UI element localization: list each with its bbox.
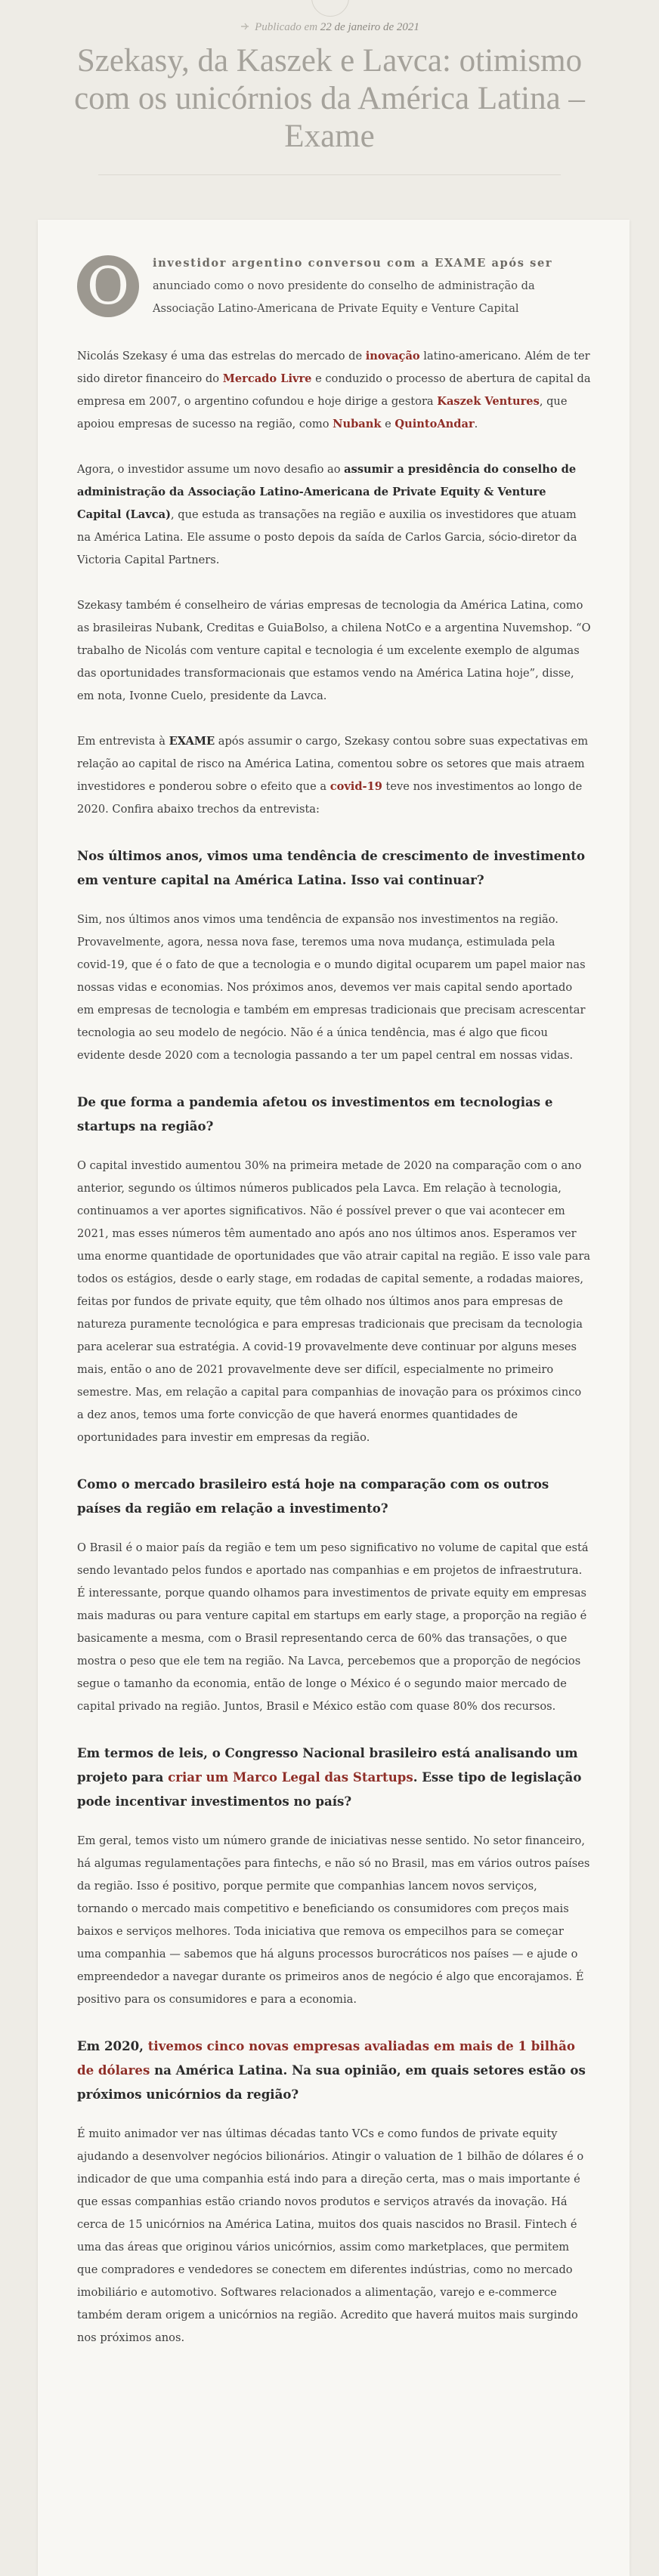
text: Em termos de leis, o Congresso Nacional brasileiro está analisando um projeto para (77, 1745, 578, 1785)
article-body (77, 252, 591, 2372)
answer-2: O capital investido aumentou 30% na primeira metade de 2020 na comparação com o ano anterior, segundo os últimos números publicados pela Lavca. Em relação à tecnologia, continuamos a ver aportes significativos. Não é possível prever o que vai acontecer em 2021, mas esses números têm aumentado ano após ano nos últimos anos. Esperamos ver uma enorme quantidade de oportunidades que vão atrair capital na região. E isso vale para todos os estágios, desde o early stage, em rodadas de capital semente, a rodadas maiores, feitas por fundos de private equity, que têm olhado nos últimos anos para empresas de natureza puramente tecnológica e para empresas tradicionais que precisam da tecnologia para acelerar sua estratégia. A covid-19 provavelmente deve continuar por alguns meses mais, então o ano de 2021 provavelmente deve ser difícil, especialmente no primeiro semestre. Mas, em relação a capital para companhias de inovação para os próximos cinco a dez anos, temos uma forte convicção de que haverá enormes quantidades de oportunidades para investir em empresas da região. (77, 1159, 591, 1444)
text: teve nos investimentos ao longo de 2020. Confira abaixo trechos da entrevista: (77, 780, 583, 816)
text: . Esse tipo de legislação pode incentivar investimentos no país? (77, 1769, 582, 1809)
answer-1: Sim, nos últimos anos vimos uma tendência de expansão nos investimentos na região. Provavelmente, agora, nessa nova fase, teremos uma nova mudança, estimulada pela covid-19, que é o fato de que a tecnologia e o mundo digital ocuparem um papel maior nas nossas vidas e economias. Nos próximos anos, devemos ver mais capital sendo aportado em empresas de tecnologia e também em empresas tradicionais que precisam acrescentar tecnologia ao seu modelo de negócio. Não é a única tendência, mas é algo que ficou evidente desde 2020 com a tecnologia passando a ter um papel central em nossas vidas. (77, 913, 586, 1062)
lead-caps: investidor argentino conversou com a EXAME após ser (153, 257, 553, 270)
text: latino-americano. Além de ter sido diretor financeiro do (77, 350, 590, 385)
paragraph-1 (77, 345, 591, 436)
question-2: De que forma a pandemia afetou os investimentos em tecnologias e startups na região? (77, 1094, 553, 1134)
link-covid-19[interactable]: covid-19 (330, 780, 382, 793)
article-card (38, 220, 630, 2576)
avatar-circle (311, 0, 349, 17)
answer-4: Em geral, temos visto um número grande de iniciativas nesse sentido. No setor financeiro, há algumas regulamentações para fintechs, e não só no Brasil, mas em vários outros países da região. Isso é positivo, porque permite que companhias lancem novos serviços, tornando o mercado mais competitivo e beneficiando os consumidores com preços mais baixos e serviços melhores. Toda iniciativa que remova os empecilhos para se começar uma companhia — sabemos que há alguns processos burocráticos nos países — e ajude o empreendedor a navegar durante os primeiros anos de negócio é algo que encorajamos. É positivo para os consumidores e para a economia. (77, 1834, 590, 2006)
page-title: Szekasy, da Kaszek e Lavca: otimismo com os unicórnios da América Latina – Exame (74, 43, 585, 154)
text: . (474, 418, 478, 430)
paragraph-2 (77, 458, 591, 572)
published-date[interactable]: 22 de janeiro de 2021 (320, 21, 419, 33)
question-1: Nos últimos anos, vimos uma tendência de crescimento de investimento em venture capital na América Latina. Isso vai continuar? (77, 848, 586, 887)
text: Agora, o investidor assume um novo desafio ao (77, 463, 345, 476)
lead-text (153, 252, 591, 320)
pin-icon (240, 21, 250, 32)
question-4 (77, 1741, 591, 1813)
lead-paragraph (77, 252, 591, 320)
title-divider (98, 174, 561, 175)
link-kaszek-ventures[interactable]: Kaszek Ventures (437, 395, 540, 408)
text: , que estuda as transações na região e auxilia os investidores que atuam na América Latina. Ele assume o posto depois da saída de Carlos Garcia, sócio-diretor da Victoria Capital Partners. (77, 508, 577, 566)
dropcap: O (77, 255, 139, 317)
text: , que apoiou empresas de sucesso na região, como (77, 395, 568, 430)
link-novas-empresas-bilhao[interactable]: tivemos cinco novas empresas avaliadas em mais de 1 bilhão de dólares (77, 2038, 575, 2078)
link-quintoandar[interactable]: QuintoAndar (394, 418, 475, 430)
question-5 (77, 2034, 591, 2106)
text: Nicolás Szekasy é uma das estrelas do mercado de (77, 350, 366, 362)
published-prefix: Publicado em (255, 21, 318, 33)
answer-5: É muito animador ver nas últimas décadas tanto VCs e como fundos de private equity ajudando a desenvolver negócios bilionários. Atingir o valuation de 1 bilhão de dólares é o indicador de que uma companhia está indo para a direção certa, mas o mais importante é que essas companhias estão criando novos produtos e serviços através da inovação. Há cerca de 15 unicórnios na América Latina, muitos dos quais nascidos no Brasil. Fintech é uma das áreas que originou vários unicórnios, assim como marketplaces, que permitem que compradores e vendedores se conectem em diferentes indústrias, como no mercado imobiliário e automotivo. Softwares relacionados a alimentação, varejo e e-commerce também deram origem a unicórnios na região. Acredito que haverá muitos mais surgindo nos próximos anos. (77, 2127, 584, 2344)
bold-exame: EXAME (169, 735, 215, 748)
paragraph-4 (77, 730, 591, 821)
paragraph-3: Szekasy também é conselheiro de várias empresas de tecnologia da América Latina, como as brasileiras Nubank, Creditas e GuiaBolso, a chilena NotCo e a argentina Nuvemshop. “O trabalho de Nicolás com venture capital e tecnologia é um excelente exemplo de algumas das oportunidades transformacionais que estamos vendo na América Latina hoje”, disse, em nota, Ivonne Cuelo, presidente da Lavca. (77, 599, 591, 702)
post-meta (0, 21, 659, 34)
text: e conduzido o processo de abertura de capital da empresa em 2007, o argentino cofundou e hoje dirige a gestora (77, 372, 591, 408)
text: Em 2020, (77, 2038, 148, 2053)
link-mercado-livre[interactable]: Mercado Livre (222, 372, 312, 385)
link-inovacao[interactable]: inovação (365, 350, 420, 362)
question-3: Como o mercado brasileiro está hoje na comparação com os outros países da região em relação a investimento? (77, 1476, 549, 1516)
text: e (381, 418, 395, 430)
answer-3: O Brasil é o maior país da região e tem um peso significativo no volume de capital que está sendo levantado pelos fundos e aportado nas companhias e em projetos de infraestrutura. É interessante, porque quando olhamos para investimentos de private equity em empresas mais maduras ou para venture capital em startups em early stage, a proporção na região é basicamente a mesma, com o Brasil representando cerca de 60% das transações, o que mostra o peso que ele tem na região. Na Lavca, percebemos que a proporção de negócios segue o tamanho da economia, então de longe o México é o segundo maior mercado de capital privado na região. Juntos, Brasil e México estão com quase 80% dos recursos. (77, 1541, 589, 1713)
link-nubank[interactable]: Nubank (333, 418, 382, 430)
lead-rest: anunciado como o novo presidente do conselho de administração da Associação Latino-Americana de Private Equity e Venture Capital (153, 279, 535, 315)
text: Em entrevista à (77, 735, 169, 748)
link-marco-legal-startups[interactable]: criar um Marco Legal das Startups (168, 1769, 413, 1785)
text: após assumir o cargo, Szekasy contou sobre suas expectativas em relação ao capital de risco na América Latina, comentou sobre os setores que mais atraem investidores e ponderou sobre o efeito que a (77, 735, 589, 793)
bold-lavca: assumir a presidência do conselho de administração da Associação Latino-Americana de Private Equity & Venture Capital (Lavca) (77, 463, 577, 521)
text: na América Latina. Na sua opinião, em quais setores estão os próximos unicórnios da região? (77, 2062, 586, 2102)
